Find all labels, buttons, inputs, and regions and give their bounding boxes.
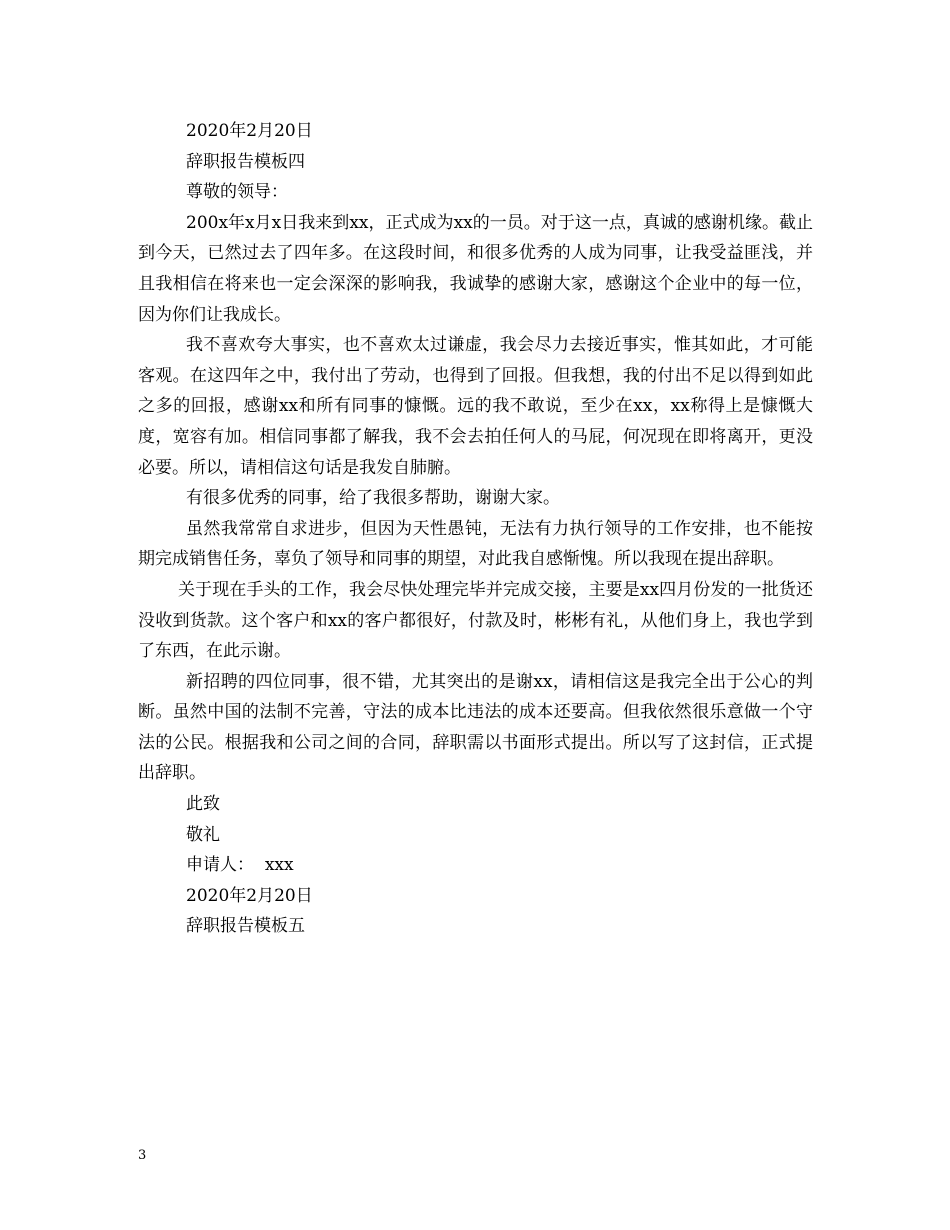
applicant-label: 申请人： bbox=[186, 855, 254, 876]
date-line-bottom: 2020年2月20日 bbox=[186, 885, 313, 906]
template-four-heading: 辞职报告模板四 bbox=[186, 151, 305, 172]
applicant-name: xxx bbox=[264, 855, 294, 876]
closing-greeting: 此致 bbox=[186, 794, 220, 815]
paragraph-resignation-reason: 虽然我常常自求进步，但因为天性愚钝，无法有力执行领导的工作安排，也不能按期完成销售任务，辜负了领导和同事的期望，对此我自感惭愧。所以我现在提出辞职。 bbox=[138, 518, 813, 570]
paragraph-formal-notice: 新招聘的四位同事，很不错，尤其突出的是谢xx，请相信这是我完全出于公心的判断。虽然中国的法制不完善，守法的成本比违法的成本还要高。但我依然很乐意做一个守法的公民。根据我和公司之间的合同，辞职需以书面形式提出。所以写了这封信，正式提出辞职。 bbox=[138, 671, 813, 784]
date-line-top: 2020年2月20日 bbox=[186, 121, 313, 141]
paragraph-objectivity: 我不喜欢夸大事实，也不喜欢太过谦虚，我会尽力去接近事实，惟其如此，才可能客观。在这四年之中，我付出了劳动，也得到了回报。但我想，我的付出不足以得到如此之多的回报，感谢xx和所有同事的慷慨。远的我不敢说，至少在xx，xx称得上是慷慨大度，宽容有加。相信同事都了解我，我不会去拍任何人的马屁，何况现在即将离开，更没必要。所以，请相信这句话是我发自肺腑。 bbox=[138, 335, 813, 478]
paragraph-arrival: 200x年x月x日我来到xx，正式成为xx的一员。对于这一点，真诚的感谢机缘。截止到今天，已然过去了四年多。在这段时间，和很多优秀的人成为同事，让我受益匪浅，并且我相信在将来也一定会深深的影响我，我诚挚的感谢大家，感谢这个企业中的每一位，因为你们让我成长。 bbox=[138, 212, 813, 325]
paragraph-thanks: 有很多优秀的同事，给了我很多帮助，谢谢大家。 bbox=[186, 488, 560, 509]
closing-salute: 敬礼 bbox=[186, 824, 220, 845]
document-body bbox=[138, 116, 813, 942]
applicant-line bbox=[138, 850, 813, 881]
page-number: 3 bbox=[138, 1148, 147, 1163]
salutation: 尊敬的领导： bbox=[186, 182, 288, 203]
template-five-heading: 辞职报告模板五 bbox=[186, 916, 305, 937]
paragraph-handover: 关于现在手头的工作，我会尽快处理完毕并完成交接，主要是xx四月份发的一批货还没收到货款。这个客户和xx的客户都很好，付款及时，彬彬有礼，从他们身上，我也学到了东西，在此示谢。 bbox=[138, 579, 813, 662]
